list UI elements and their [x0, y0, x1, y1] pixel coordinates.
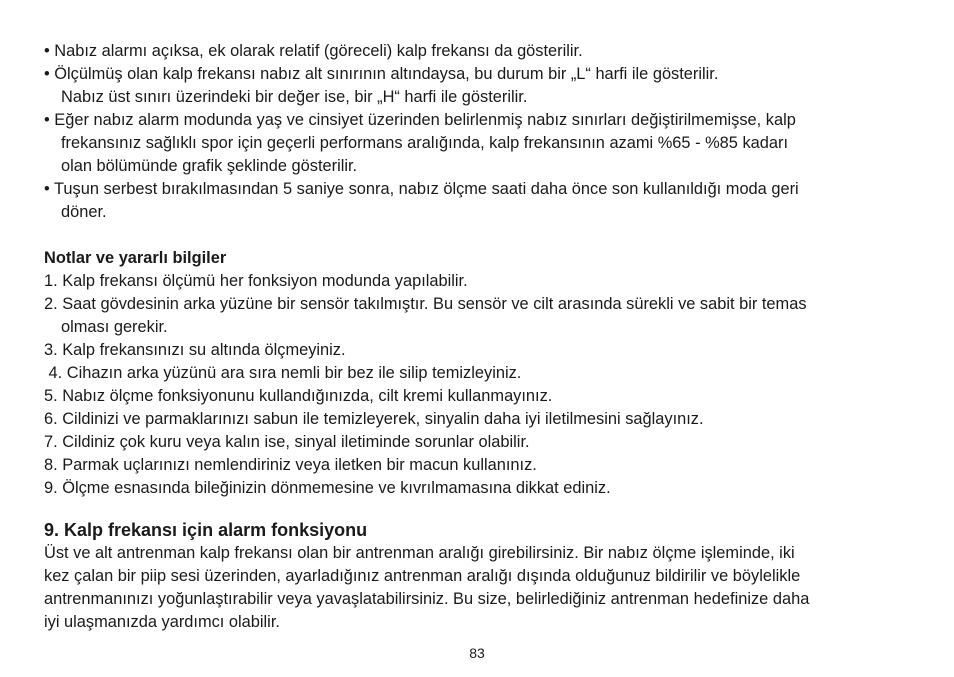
- section-body-line: antrenmanınızı yoğunlaştırabilir veya yavaşlatabilirsiniz. Bu size, belirlediğiniz antrenman hedefinize daha: [44, 590, 810, 608]
- note-item: [44, 454, 914, 477]
- note-item: [44, 477, 914, 500]
- bullet-item: [44, 63, 914, 109]
- note-line: 6. Cildinizi ve parmaklarınızı sabun ile temizleyerek, sinyalin daha iyi iletilmesini sağlayınız.: [44, 410, 704, 428]
- notes-heading: Notlar ve yararlı bilgiler: [44, 249, 227, 267]
- note-item: [44, 408, 914, 431]
- note-line: 2. Saat gövdesinin arka yüzüne bir sensör takılmıştır. Bu sensör ve cilt arasında sürekli ve sabit bir temas: [44, 295, 807, 313]
- section-body: [44, 542, 914, 634]
- bullet-line: • Tuşun serbest bırakılmasından 5 saniye sonra, nabız ölçme saati daha önce son kullanıldığı moda geri: [44, 180, 799, 198]
- note-line: 3. Kalp frekansınızı su altında ölçmeyiniz.: [44, 341, 346, 359]
- section-body-line: iyi ulaşmanızda yardımcı olabilir.: [44, 613, 280, 631]
- section-body-line: kez çalan bir piip sesi üzerinden, ayarladığınız antrenman aralığı dışında olduğunuz bildirilir ve böylelikle: [44, 567, 801, 585]
- note-line: 4. Cihazın arka yüzünü ara sıra nemli bir bez ile silip temizleyiniz.: [44, 364, 522, 382]
- note-item: [44, 293, 914, 339]
- document-page: [44, 40, 914, 634]
- bullet-line: Nabız üst sınırı üzerindeki bir değer ise, bir „H“ harfi ile gösterilir.: [61, 88, 528, 106]
- note-line: 9. Ölçme esnasında bileğinizin dönmemesine ve kıvrılmamasına dikkat ediniz.: [44, 479, 611, 497]
- bullet-item: [44, 178, 914, 224]
- note-item: [44, 431, 914, 454]
- bullet-item: [44, 40, 914, 63]
- bullet-line: frekansınız sağlıklı spor için geçerli performans aralığında, kalp frekansının azami %65 - %85 kadarı: [61, 134, 788, 152]
- bullet-line: • Eğer nabız alarm modunda yaş ve cinsiyet üzerinden belirlenmiş nabız sınırları değiştirilmemişse, kalp: [44, 111, 796, 129]
- note-item: [44, 339, 914, 362]
- note-line: 7. Cildiniz çok kuru veya kalın ise, sinyal iletiminde sorunlar olabilir.: [44, 433, 530, 451]
- bullet-line: olan bölümünde grafik şeklinde gösterilir.: [61, 157, 358, 175]
- section-body-line: Üst ve alt antrenman kalp frekansı olan bir antrenman aralığı girebilirsiniz. Bir nabız ölçme işleminde, iki: [44, 544, 795, 562]
- bullet-line: döner.: [61, 203, 107, 221]
- note-line: 8. Parmak uçlarınızı nemlendiriniz veya iletken bir macun kullanınız.: [44, 456, 537, 474]
- section-heading: 9. Kalp frekansı için alarm fonksiyonu: [44, 520, 368, 540]
- bullet-list: [44, 40, 914, 224]
- note-item: [44, 362, 914, 385]
- note-line: 5. Nabız ölçme fonksiyonunu kullandığınızda, cilt kremi kullanmayınız.: [44, 387, 553, 405]
- note-line: olması gerekir.: [61, 318, 168, 336]
- note-line: 1. Kalp frekansı ölçümü her fonksiyon modunda yapılabilir.: [44, 272, 468, 290]
- note-item: [44, 385, 914, 408]
- bullet-line: • Ölçülmüş olan kalp frekansı nabız alt sınırının altındaysa, bu durum bir „L“ harfi ile gösterilir.: [44, 65, 719, 83]
- bullet-item: [44, 109, 914, 178]
- page-number: 83: [469, 645, 485, 661]
- bullet-line: • Nabız alarmı açıksa, ek olarak relatif (göreceli) kalp frekansı da gösterilir.: [44, 42, 583, 60]
- notes-list: [44, 270, 914, 500]
- note-item: [44, 270, 914, 293]
